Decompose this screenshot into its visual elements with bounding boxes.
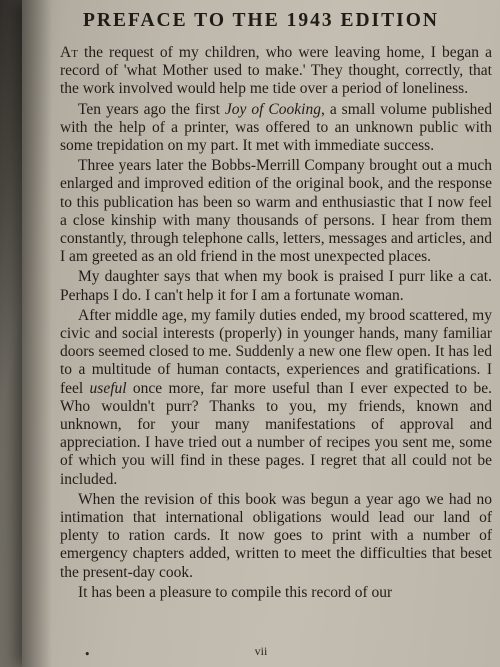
book-page: [22, 0, 500, 667]
paragraph-2-lead: Ten years ago the first: [78, 100, 225, 118]
paragraph-5-rest: once more, far more useful than I ever expected to be. Who wouldn't purr? Thanks to you, my friends, known and unknown, for your many manifestations of approval and appreciation. I have tried out a number of recipes you sent me, some of which you will find in these pages. I regret that all could not be included.: [60, 379, 492, 488]
paragraph-4: My daughter says that when my book is praised I purr like a cat. Perhaps I do. I can't help it for I am a fortunate woman.: [60, 268, 492, 304]
page-title: PREFACE TO THE 1943 EDITION: [83, 10, 439, 31]
paragraph-1: [60, 44, 492, 99]
paragraph-7: It has been a pleasure to compile this record of our: [78, 583, 393, 601]
paragraph-2: [60, 101, 492, 156]
book-title: Joy of Cooking: [224, 100, 321, 118]
preface-body: [60, 44, 492, 602]
paragraph-5-lead: After middle age, my family duties ended, my brood scattered, my civic and social interests (properly) in younger hands, many familiar doors seemed closed to me. Suddenly a new one flew open. It has led to a multitude of human contacts, experiences and gratifications. I feel: [60, 306, 492, 397]
page-number: vii: [254, 644, 268, 658]
paragraph-6: When the revision of this book was begun a year ago we had no intimation that international obligations would lead our land of plenty to ration cards. It now goes to print with a number of emergency chapters added, written to meet the difficulties that beset the present-day cook.: [60, 490, 492, 581]
paragraph-2-rest: , a small volume published with the help of a printer, was offered to an unknown public with some trepidation on my part. It met with immediate success.: [60, 100, 492, 155]
paragraph-3: Three years later the Bobbs-Merrill Company brought out a much enlarged and improved edition of the original book, and the response to this publication has been so warm and enthusiastic that I now feel a close kinship with many thousands of persons. I hear from them constantly, through telephone calls, letters, messages and articles, and I am greeted as an old friend in the most unexpected places.: [60, 157, 493, 266]
dropcap-word: At: [60, 44, 78, 61]
footer-mark: •: [84, 648, 91, 661]
paragraph-5: [60, 307, 492, 489]
emphasis-useful: useful: [89, 379, 127, 397]
paragraph-1-text: the request of my children, who were leaving home, I began a record of 'what Mother used to make.' They thought, correctly, that the work involved would help me tide over a period of loneliness.: [60, 44, 492, 98]
